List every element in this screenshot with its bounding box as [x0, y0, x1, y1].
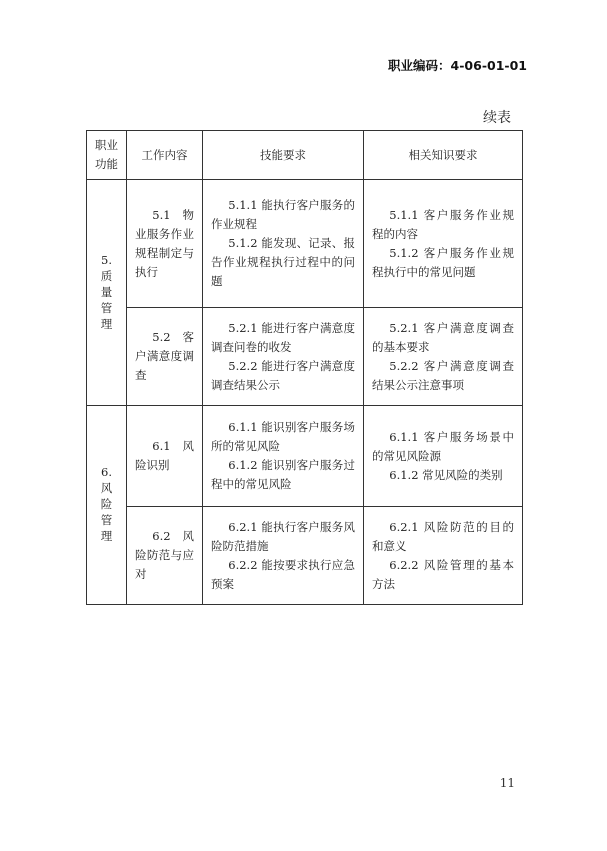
skill-item: 6.1.2 能识别客户服务过程中的常见风险 [211, 458, 355, 491]
skill-item: 5.1.2 能发现、记录、报告作业规程执行过程中的问题 [211, 236, 355, 288]
skills-table [86, 130, 523, 605]
function-number: 6. [101, 465, 112, 479]
work-content-cell: 5.2 客户满意度调查 [127, 308, 203, 406]
skill-cell [203, 406, 364, 507]
occupation-code: 职业编码：4-06-01-01 [388, 58, 527, 73]
skill-item: 6.2.2 能按要求执行应急预案 [211, 557, 355, 591]
function-number: 5. [101, 252, 112, 267]
skill-item: 5.1.1 能执行客户服务的作业规程 [211, 198, 355, 231]
function-cell-risk [87, 406, 127, 605]
knowledge-item: 6.2.2 风险管理的基本方法 [372, 557, 514, 591]
knowledge-item: 6.1.1 客户服务场景中的常见风险源 [372, 429, 514, 463]
knowledge-item: 6.2.1 风险防范的目的和意义 [372, 519, 514, 553]
knowledge-item: 5.1.1 客户服务作业规程的内容 [372, 207, 514, 241]
skill-cell [203, 507, 364, 605]
function-name: 风险管理 [100, 481, 113, 543]
work-content-cell: 6.1 风险识别 [127, 406, 203, 507]
skill-cell [203, 308, 364, 406]
page-number: 11 [499, 776, 515, 790]
col-header-function: 职业 功能 [87, 131, 127, 180]
function-cell-quality [87, 180, 127, 406]
knowledge-cell [364, 308, 523, 406]
col-header-skills: 技能要求 [203, 131, 364, 180]
skill-item: 5.2.2 能进行客户满意度调查结果公示 [211, 358, 355, 392]
continuation-label: 续表 [483, 110, 511, 126]
skill-cell [203, 180, 364, 308]
col-header-work: 工作内容 [127, 131, 203, 180]
function-name: 质量管理 [100, 268, 113, 331]
table-row [87, 406, 523, 507]
col-header-knowledge: 相关知识要求 [364, 131, 523, 180]
knowledge-cell [364, 406, 523, 507]
work-content-cell: 5.1 物业服务作业规程制定与执行 [127, 180, 203, 308]
knowledge-cell [364, 180, 523, 308]
table-row [87, 507, 523, 605]
table-header-row [87, 131, 523, 180]
skill-item: 6.2.1 能执行客户服务风险防范措施 [211, 519, 355, 553]
knowledge-item: 5.2.2 客户满意度调查结果公示注意事项 [372, 358, 514, 392]
knowledge-cell [364, 507, 523, 605]
knowledge-item: 5.1.2 客户服务作业规程执行中的常见问题 [372, 245, 514, 279]
knowledge-item: 6.1.2 常见风险的类别 [389, 467, 503, 482]
skill-item: 6.1.1 能识别客户服务场所的常见风险 [211, 420, 355, 453]
work-content-cell: 6.2 风险防范与应对 [127, 507, 203, 605]
table-row [87, 180, 523, 308]
table-row [87, 308, 523, 406]
knowledge-item: 5.2.1 客户满意度调查的基本要求 [372, 320, 514, 354]
skill-item: 5.2.1 能进行客户满意度调查问卷的收发 [211, 320, 355, 354]
